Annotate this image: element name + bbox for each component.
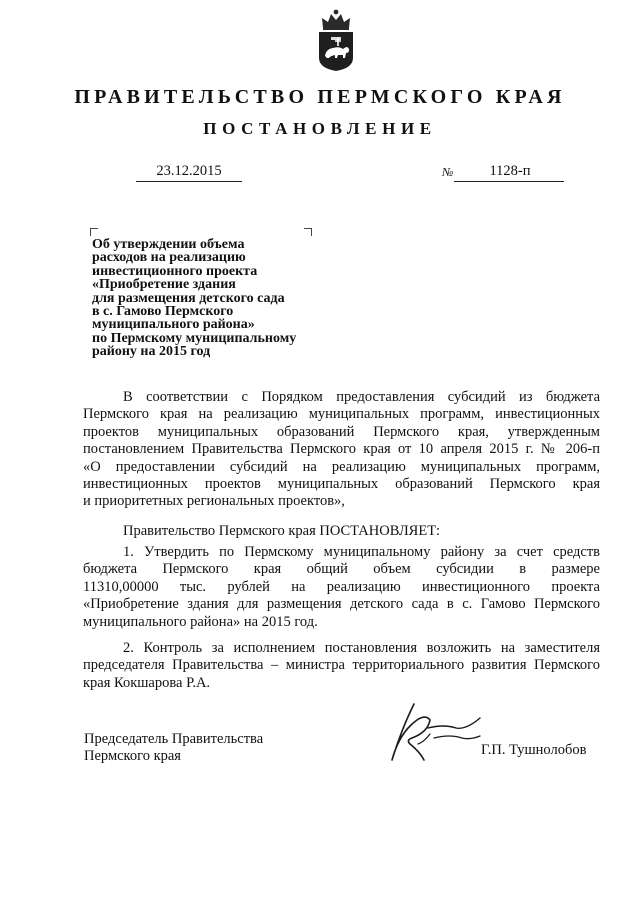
subject-line: в с. Гамово Пермского	[92, 304, 234, 320]
subject-line: Об утверждении объема	[92, 237, 245, 252]
number-sign: №	[442, 165, 454, 179]
text-line: «Приобретение здания для размещения детского сада в с. Гамово Пермского	[83, 596, 600, 613]
text-line: муниципального района» на 2015 год.	[83, 613, 318, 630]
text-line: 2. Контроль за исполнением постановления возложить на заместителя	[123, 640, 600, 656]
organization-title: ПРАВИТЕЛЬСТВО ПЕРМСКОГО КРАЯ	[74, 86, 566, 108]
text-line: бюджета Пермского края общий объем субсидии в размере	[83, 561, 600, 578]
crown-icon	[322, 10, 350, 30]
text-line: Правительство Пермского края ПОСТАНОВЛЯЕТ:	[123, 523, 441, 539]
signatory-name: Г.П. Тушнолобов	[481, 742, 587, 758]
subject-line: по Пермскому муниципальному	[92, 330, 297, 346]
subject-line: «Приобретение здания	[92, 277, 236, 293]
text-line: края Кокшарова Р.А.	[83, 674, 211, 691]
subject-line: инвестиционного проекта	[92, 263, 258, 279]
text-line: 11310,00000 тыс. рублей на реализацию инвестиционного проекта	[83, 578, 600, 595]
text-line: постановлением Правительства Пермского края от 10 апреля 2015 г. № 206-п	[83, 441, 600, 458]
document-number: 1128-п	[489, 163, 531, 179]
number-underline	[454, 181, 564, 182]
text-line: 1. Утвердить по Пермскому муниципальному району за счет средств	[123, 544, 600, 560]
text-line: Пермского края на реализацию муниципальных программ, инвестиционных	[83, 406, 600, 423]
text-line: В соответствии с Порядком предоставления субсидий из бюджета	[123, 389, 600, 405]
position-line: Председатель Правительства	[84, 731, 264, 747]
text-line: инвестиционных проектов муниципальных образований Пермского края	[83, 475, 600, 492]
preamble-paragraph	[83, 389, 600, 511]
subject-line: для размещения детского сада	[92, 290, 285, 306]
subject-line: муниципального района»	[92, 317, 255, 333]
position-line: Пермского края	[84, 748, 181, 764]
subject-corner-right	[304, 228, 312, 236]
text-line: проектов муниципальных образований Пермского края, утвержденным	[83, 423, 600, 440]
coat-of-arms-icon	[314, 8, 358, 72]
clause-2-paragraph	[83, 640, 600, 692]
document-date: 23.12.2015	[156, 163, 222, 179]
text-line: «О предоставлении субсидий на реализацию муниципальных программ,	[83, 458, 600, 475]
clause-1-paragraph	[83, 544, 600, 631]
date-underline	[136, 181, 242, 182]
subject-line: району на 2015 год	[92, 344, 211, 360]
document-type: ПОСТАНОВЛЕНИЕ	[203, 119, 437, 138]
resolves-paragraph	[83, 523, 600, 540]
signatory-position	[84, 731, 263, 765]
handwritten-signature	[384, 698, 484, 768]
text-line: и приоритетных региональных проектов»,	[83, 493, 345, 510]
subject-line: расходов на реализацию	[92, 250, 246, 266]
document-subject	[92, 238, 332, 359]
subject-corner-left	[90, 228, 98, 236]
text-line: председателя Правительства – министра территориального развития Пермского	[83, 657, 600, 674]
